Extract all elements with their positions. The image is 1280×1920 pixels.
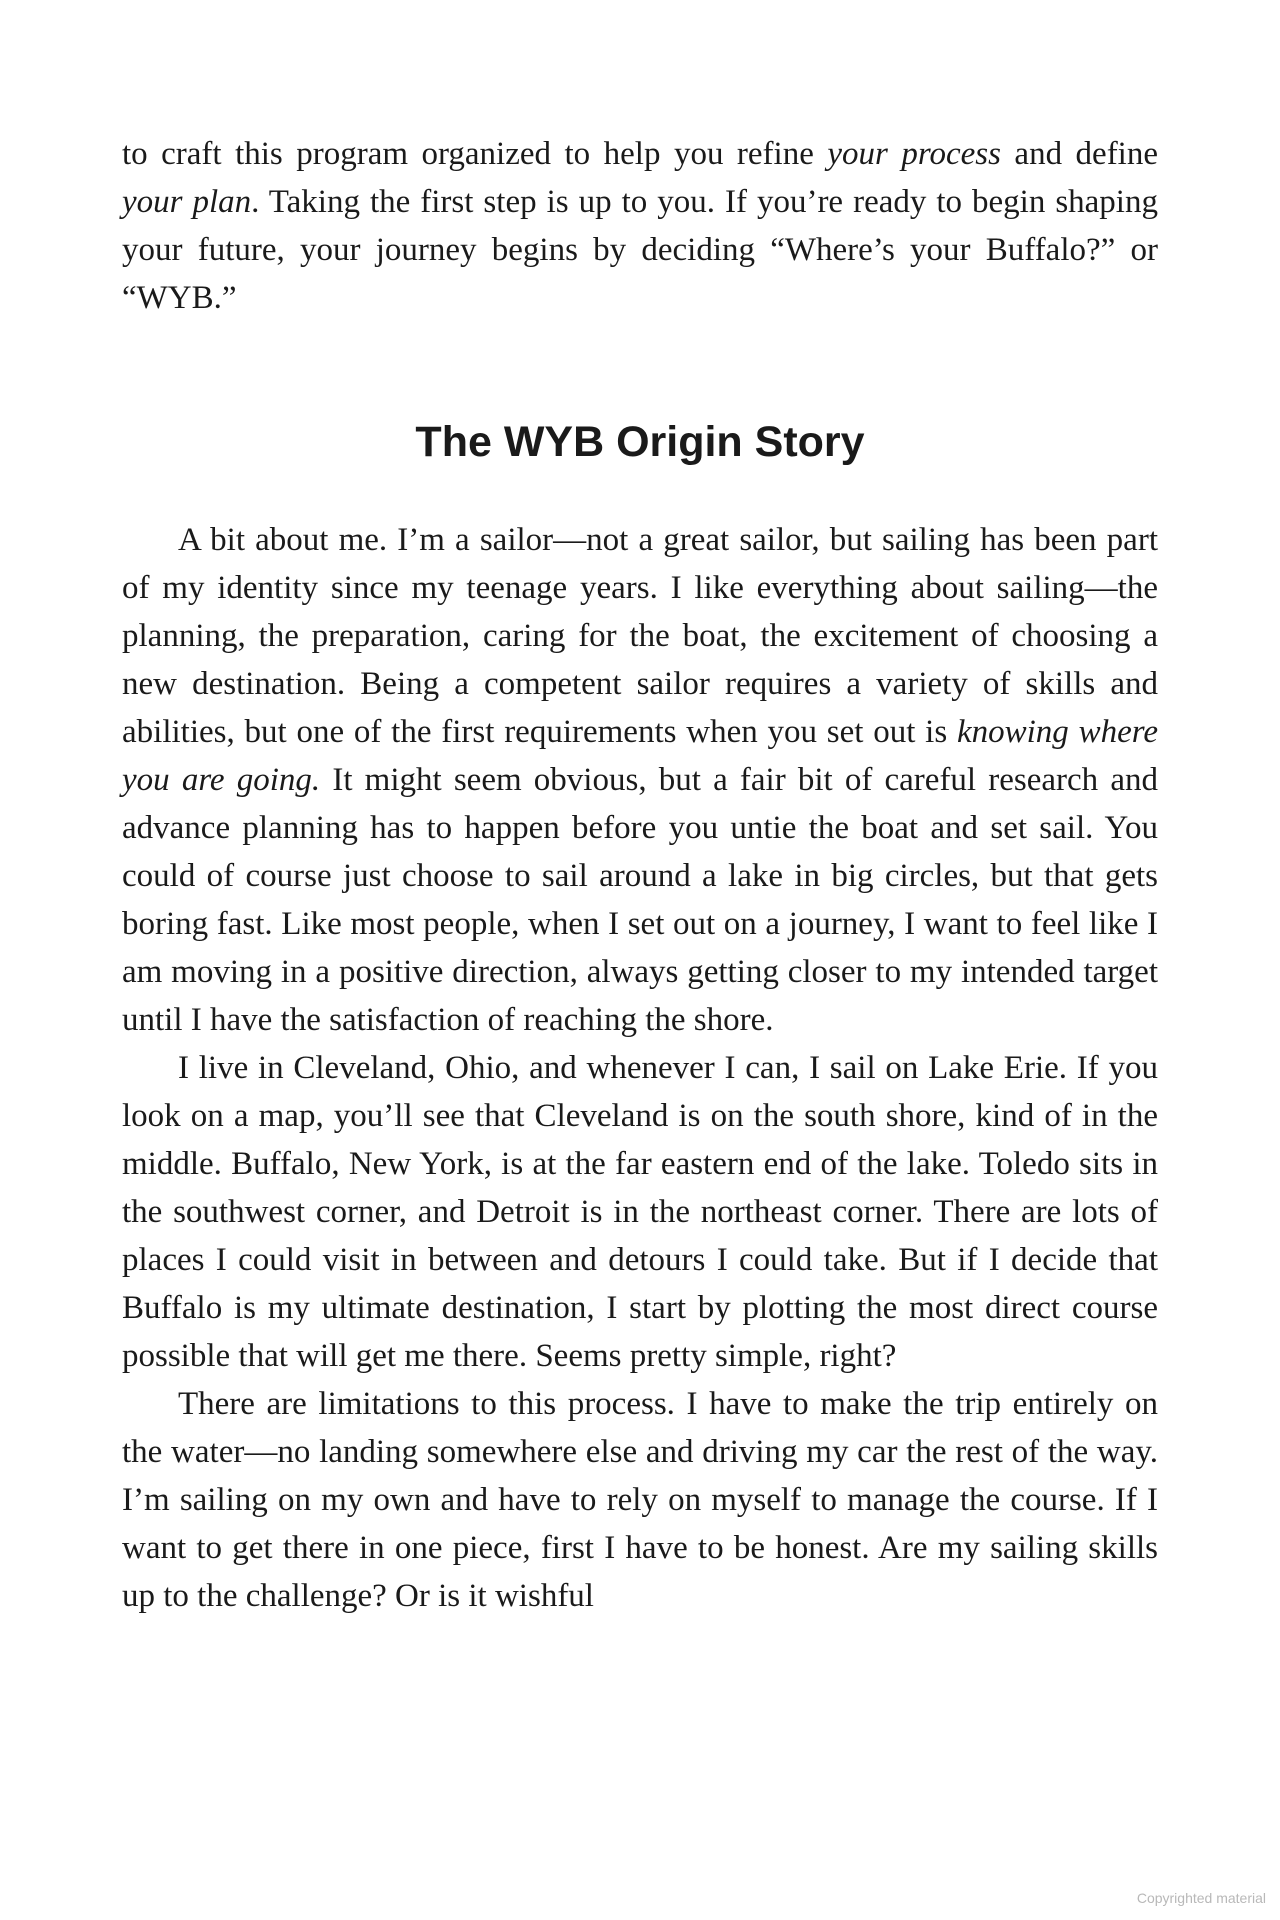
- intro-text-2: and define: [1000, 136, 1158, 172]
- paragraph1-text-2: It might seem obvious, but a fair bit of careful research and advance planning has to happen before you untie the boat and set sail. You could of course just choose to sail around a lake in big circles, but that gets boring fast. Like most people, when I set out on a journey, I want to feel like I am moving in a positive direction, always getting closer to my intended target until I have the satisfaction of reaching the shore.: [122, 762, 1158, 1038]
- body-paragraph-3: There are limitations to this process. I have to make the trip entirely on the water—no landing somewhere else and driving my car the rest of the way. I’m sailing on my own and have to rely on myself to manage the course. If I want to get there in one piece, first I have to be honest. Are my sailing skills up to the challenge? Or is it wishful: [122, 1386, 1158, 1614]
- section-heading: The WYB Origin Story: [415, 418, 865, 466]
- body-paragraph-1: [122, 516, 1158, 1044]
- intro-emphasis-process: your process: [827, 136, 1001, 172]
- intro-emphasis-plan: your plan: [122, 184, 252, 220]
- page-body: [122, 130, 1158, 1620]
- body-paragraph-2: I live in Cleveland, Ohio, and whenever I can, I sail on Lake Erie. If you look on a map, you’ll see that Cleveland is on the south shore, kind of in the middle. Buffalo, New York, is at the far eastern end of the lake. Toledo sits in the southwest corner, and Detroit is in the northeast corner. There are lots of places I could visit in between and detours I could take. But if I decide that Buffalo is my ultimate destination, I start by plotting the most direct course possible that will get me there. Seems pretty simple, right?: [122, 1050, 1158, 1374]
- spacer: [122, 468, 1158, 516]
- spacer: [122, 322, 1158, 416]
- copyright-watermark: Copyrighted material: [1136, 1890, 1266, 1906]
- paragraph1-emphasis: knowing where you are going.: [122, 714, 1158, 798]
- intro-paragraph: [122, 130, 1158, 322]
- intro-text-3: . Taking the first step is up to you. If you’re ready to begin shaping your future, your journey begins by deciding “Where’s your Buffalo?” or “WYB.”: [122, 184, 1158, 316]
- intro-text-1: to craft this program organized to help you refine: [122, 136, 828, 172]
- paragraph1-text-1: A bit about me. I’m a sailor—not a great sailor, but sailing has been part of my identity since my teenage years. I like everything about sailing—the planning, the preparation, caring for the boat, the excitement of choosing a new destination. Being a competent sailor requires a variety of skills and abilities, but one of the first requirements when you set out is: [122, 522, 1158, 750]
